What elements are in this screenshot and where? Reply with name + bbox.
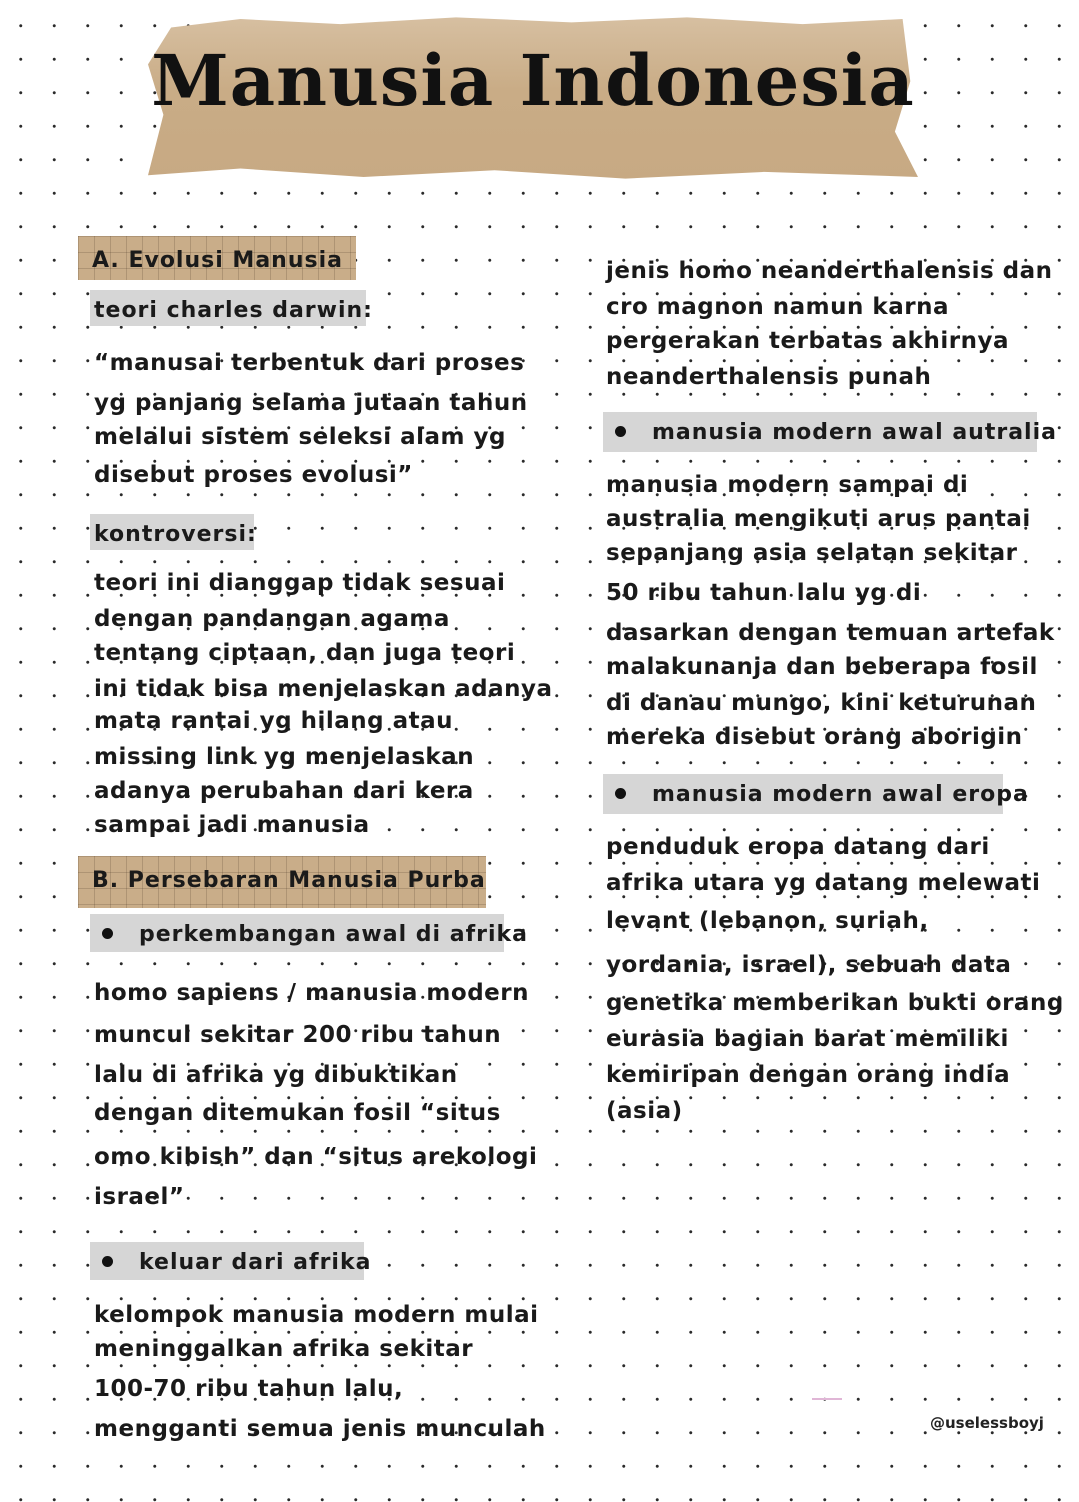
intro-line: pergerakan terbatas akhirnya bbox=[606, 328, 1009, 354]
kontroversi-line: tentang ciptaan, dan juga teori bbox=[94, 640, 516, 666]
keluar-line: mengganti semua jenis munculah bbox=[94, 1416, 546, 1442]
kontroversi-label: kontroversi: bbox=[90, 514, 254, 550]
afrika-label-text: perkembangan awal di afrika bbox=[139, 922, 529, 947]
section-b-label: B. Persebaran Manusia Purba bbox=[78, 856, 486, 908]
australia-label bbox=[603, 412, 1057, 452]
eropa-line: (asia) bbox=[606, 1098, 683, 1124]
australia-line: australia mengikuti arus pantai bbox=[606, 506, 1031, 532]
eropa-line: penduduk eropa datang dari bbox=[606, 834, 990, 860]
page-title: Manusia Indonesia bbox=[151, 39, 915, 122]
kontroversi-line: mata rantai yg hilang atau bbox=[94, 708, 454, 734]
intro-line: jenis homo neanderthalensis dan bbox=[606, 258, 1053, 284]
australia-label-text: manusia modern awal autralia bbox=[652, 420, 1057, 445]
australia-line: sepanjang asia selatan sekitar bbox=[606, 540, 1018, 566]
eropa-label bbox=[603, 774, 1029, 814]
keluar-line: kelompok manusia modern mulai bbox=[94, 1302, 539, 1328]
kontroversi-line: adanya perubahan dari kera bbox=[94, 778, 474, 804]
kontroversi-line: ini tidak bisa menjelaskan adanya bbox=[94, 676, 553, 702]
australia-line: 50 ribu tahun lalu yg di bbox=[606, 580, 922, 606]
australia-line: manusia modern sampai di bbox=[606, 472, 969, 498]
eropa-line: yordania, israel), sebuah data bbox=[606, 952, 1012, 978]
afrika-line: lalu di afrika yg dibuktikan bbox=[94, 1062, 458, 1088]
author-credit: @uselessboyj bbox=[930, 1414, 1044, 1432]
kontroversi-line: sampai jadi manusia bbox=[94, 812, 370, 838]
kontroversi-line: dengan pandangan agama bbox=[94, 606, 450, 632]
eropa-line: genetika memberikan bukti orang bbox=[606, 990, 1064, 1016]
eropa-line: afrika utara yg datang melewati bbox=[606, 870, 1041, 896]
eropa-line: levant (lebanon, suriah, bbox=[606, 908, 929, 934]
quote-line: melalui sistem seleksi alam yg bbox=[94, 424, 506, 450]
afrika-line: homo sapiens / manusia modern bbox=[94, 980, 529, 1006]
australia-line: malakunanja dan beberapa fosil bbox=[606, 654, 1038, 680]
keluar-label bbox=[90, 1242, 372, 1280]
eropa-label-text: manusia modern awal eropa bbox=[652, 782, 1029, 807]
intro-line: cro magnon namun karna bbox=[606, 294, 949, 320]
australia-line: dasarkan dengan temuan artefak bbox=[606, 620, 1055, 646]
quote-line: disebut proses evolusi” bbox=[94, 462, 413, 488]
afrika-line: dengan ditemukan fosil “situs bbox=[94, 1100, 501, 1126]
quote-line: yg panjang selama jutaan tahun bbox=[94, 390, 528, 416]
keluar-line: meninggalkan afrika sekitar bbox=[94, 1336, 474, 1362]
australia-line: di danau mungo, kini keturunan bbox=[606, 690, 1037, 716]
afrika-line: muncul sekitar 200 ribu tahun bbox=[94, 1022, 502, 1048]
darwin-label: teori charles darwin: bbox=[90, 290, 366, 326]
afrika-label bbox=[90, 914, 529, 952]
bullet-dot-icon bbox=[102, 1256, 113, 1267]
eropa-line: kemiripan dengan orang india bbox=[606, 1062, 1011, 1088]
bullet-dot-icon bbox=[102, 928, 113, 939]
afrika-line: israel” bbox=[94, 1184, 185, 1210]
eropa-line: eurasia bagian barat memiliki bbox=[606, 1026, 1009, 1052]
kontroversi-line: missing link yg menjelaskan bbox=[94, 744, 475, 770]
bullet-dot-icon bbox=[615, 788, 626, 799]
quote-line: “manusai terbentuk dari proses bbox=[94, 350, 525, 376]
afrika-line: omo kibish” dan “situs arekologi bbox=[94, 1144, 538, 1170]
decorative-mark bbox=[812, 1398, 842, 1400]
section-a-label: A. Evolusi Manusia bbox=[78, 236, 356, 280]
intro-line: neanderthalensis punah bbox=[606, 364, 932, 390]
kontroversi-line: teori ini dianggap tidak sesuai bbox=[94, 570, 506, 596]
keluar-line: 100-70 ribu tahun lalu, bbox=[94, 1376, 404, 1402]
keluar-label-text: keluar dari afrika bbox=[139, 1250, 372, 1275]
bullet-dot-icon bbox=[615, 426, 626, 437]
australia-line: mereka disebut orang aborigin bbox=[606, 724, 1023, 750]
